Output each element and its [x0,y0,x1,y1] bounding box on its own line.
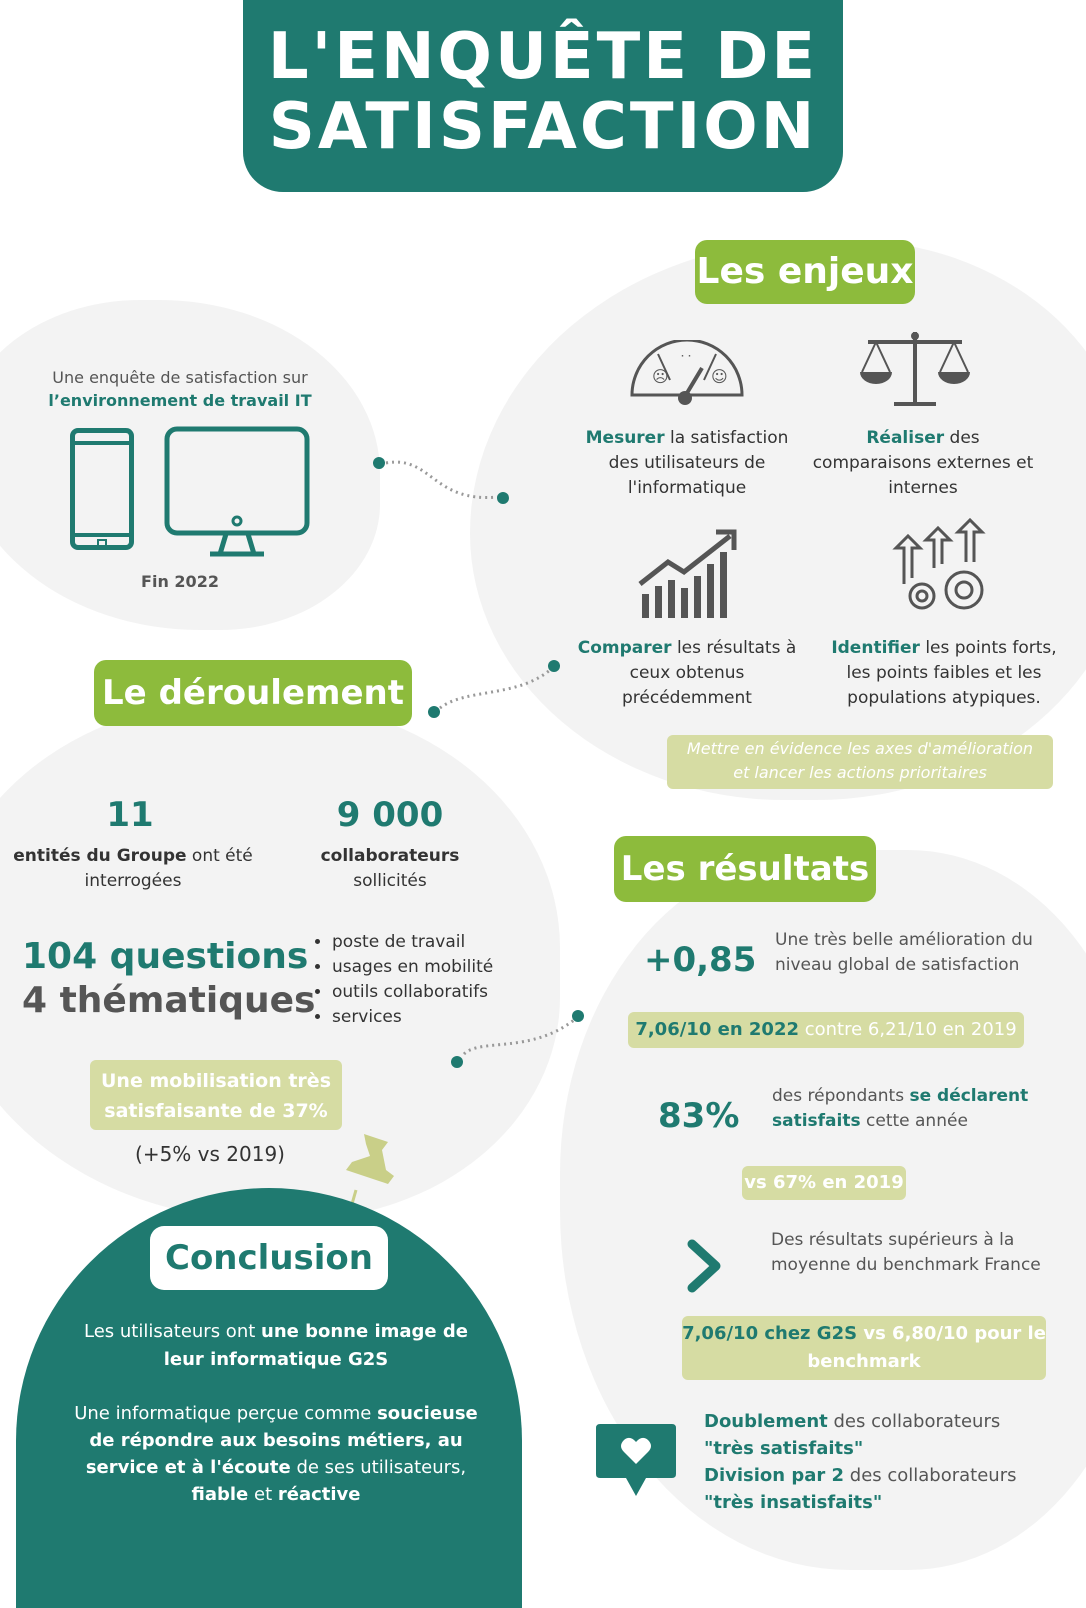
result-3-chevron-icon [684,1238,724,1298]
enjeux-item-4: Identifier les points forts, les points faibles et les populations atypiques. [831,638,1057,708]
conclusion-p1: Les utilisateurs ont une bonne image de leur informatique G2S [84,1321,468,1370]
enjeux-note: Mettre en évidence les axes d'amélioration et lancer les actions prioritaires [667,735,1053,789]
intro-text: Une enquête de satisfaction sur l’environnement de travail IT [48,368,312,410]
mobilisation-badge: Une mobilisation très satisfaisante de 37% [90,1060,342,1130]
page-title: L'ENQUÊTE DE SATISFACTION [267,20,819,164]
list-item: • poste de travail [332,930,493,955]
connector-enjeux-deroulement [426,658,566,718]
heart-chat-icon [594,1422,678,1500]
theme-list [310,930,493,1030]
list-item: • services [332,1005,493,1030]
list-item: • usages en mobilité [332,955,493,980]
stat-collab-value: 9 000 [336,795,444,835]
result-1-value: +0,85 [644,940,757,980]
result-2-text: des répondants se déclarent satisfaits cette année [772,1086,1029,1131]
deroulement-title: Le déroulement [94,660,412,726]
phone-icon [70,428,134,550]
result-3-badge: 7,06/10 chez G2S vs 6,80/10 pour le benchmark [682,1316,1046,1380]
stat-entites-label: entités du Groupe ont été interrogées [13,846,253,891]
conclusion-title: Conclusion [150,1226,388,1290]
svg-text:☺: ☺ [711,367,728,386]
connector-intro-enjeux [372,455,512,509]
stat-entites-value: 11 [106,795,154,835]
result-1-badge: 7,06/10 en 2022 contre 6,21/10 en 2019 [628,1012,1024,1048]
result-1-text: Une très belle amélioration du niveau global de satisfaction [775,930,1033,975]
result-3-text: Des résultats supérieurs à la moyenne du benchmark France [771,1230,1041,1275]
resultats-title: Les résultats [614,836,876,902]
intro-date: Fin 2022 [141,572,219,591]
stat-collab-label: collaborateurs sollicités [320,846,460,891]
growth-chart-icon [638,528,738,620]
themes-count: 4 thématiques [22,980,316,1021]
result-2-compare: vs 67% en 2019 [742,1166,906,1200]
enjeux-item-1: Mesurer la satisfaction des utilisateurs de l'informatique [585,428,789,498]
scales-icon [858,328,972,408]
svg-text:˙˙: ˙˙ [679,354,693,370]
arrows-gears-icon [892,518,996,618]
header-banner [243,0,843,192]
result-2-value: 83% [658,1096,740,1136]
conclusion-p2: Une informatique perçue comme soucieuse de répondre aux besoins métiers, au service et à l'écoute de ses utilisateurs, fiable et réactive [74,1403,478,1505]
enjeux-title: Les enjeux [695,240,915,304]
list-item: • outils collaboratifs [332,980,493,1005]
enjeux-item-2: Réaliser des comparaisons externes et internes [812,428,1034,498]
questions-count: 104 questions [22,936,309,977]
result-4-text: Doublement des collaborateurs "très satisfaits" Division par 2 des collaborateurs "très insatisfaits" [704,1411,1017,1513]
monitor-icon [164,426,310,558]
enjeux-item-3: Comparer les résultats à ceux obtenus précédemment [577,638,797,708]
mobilisation-delta: (+5% vs 2019) [135,1142,285,1166]
gauge-icon [628,340,746,408]
svg-text:☹: ☹ [652,367,669,386]
